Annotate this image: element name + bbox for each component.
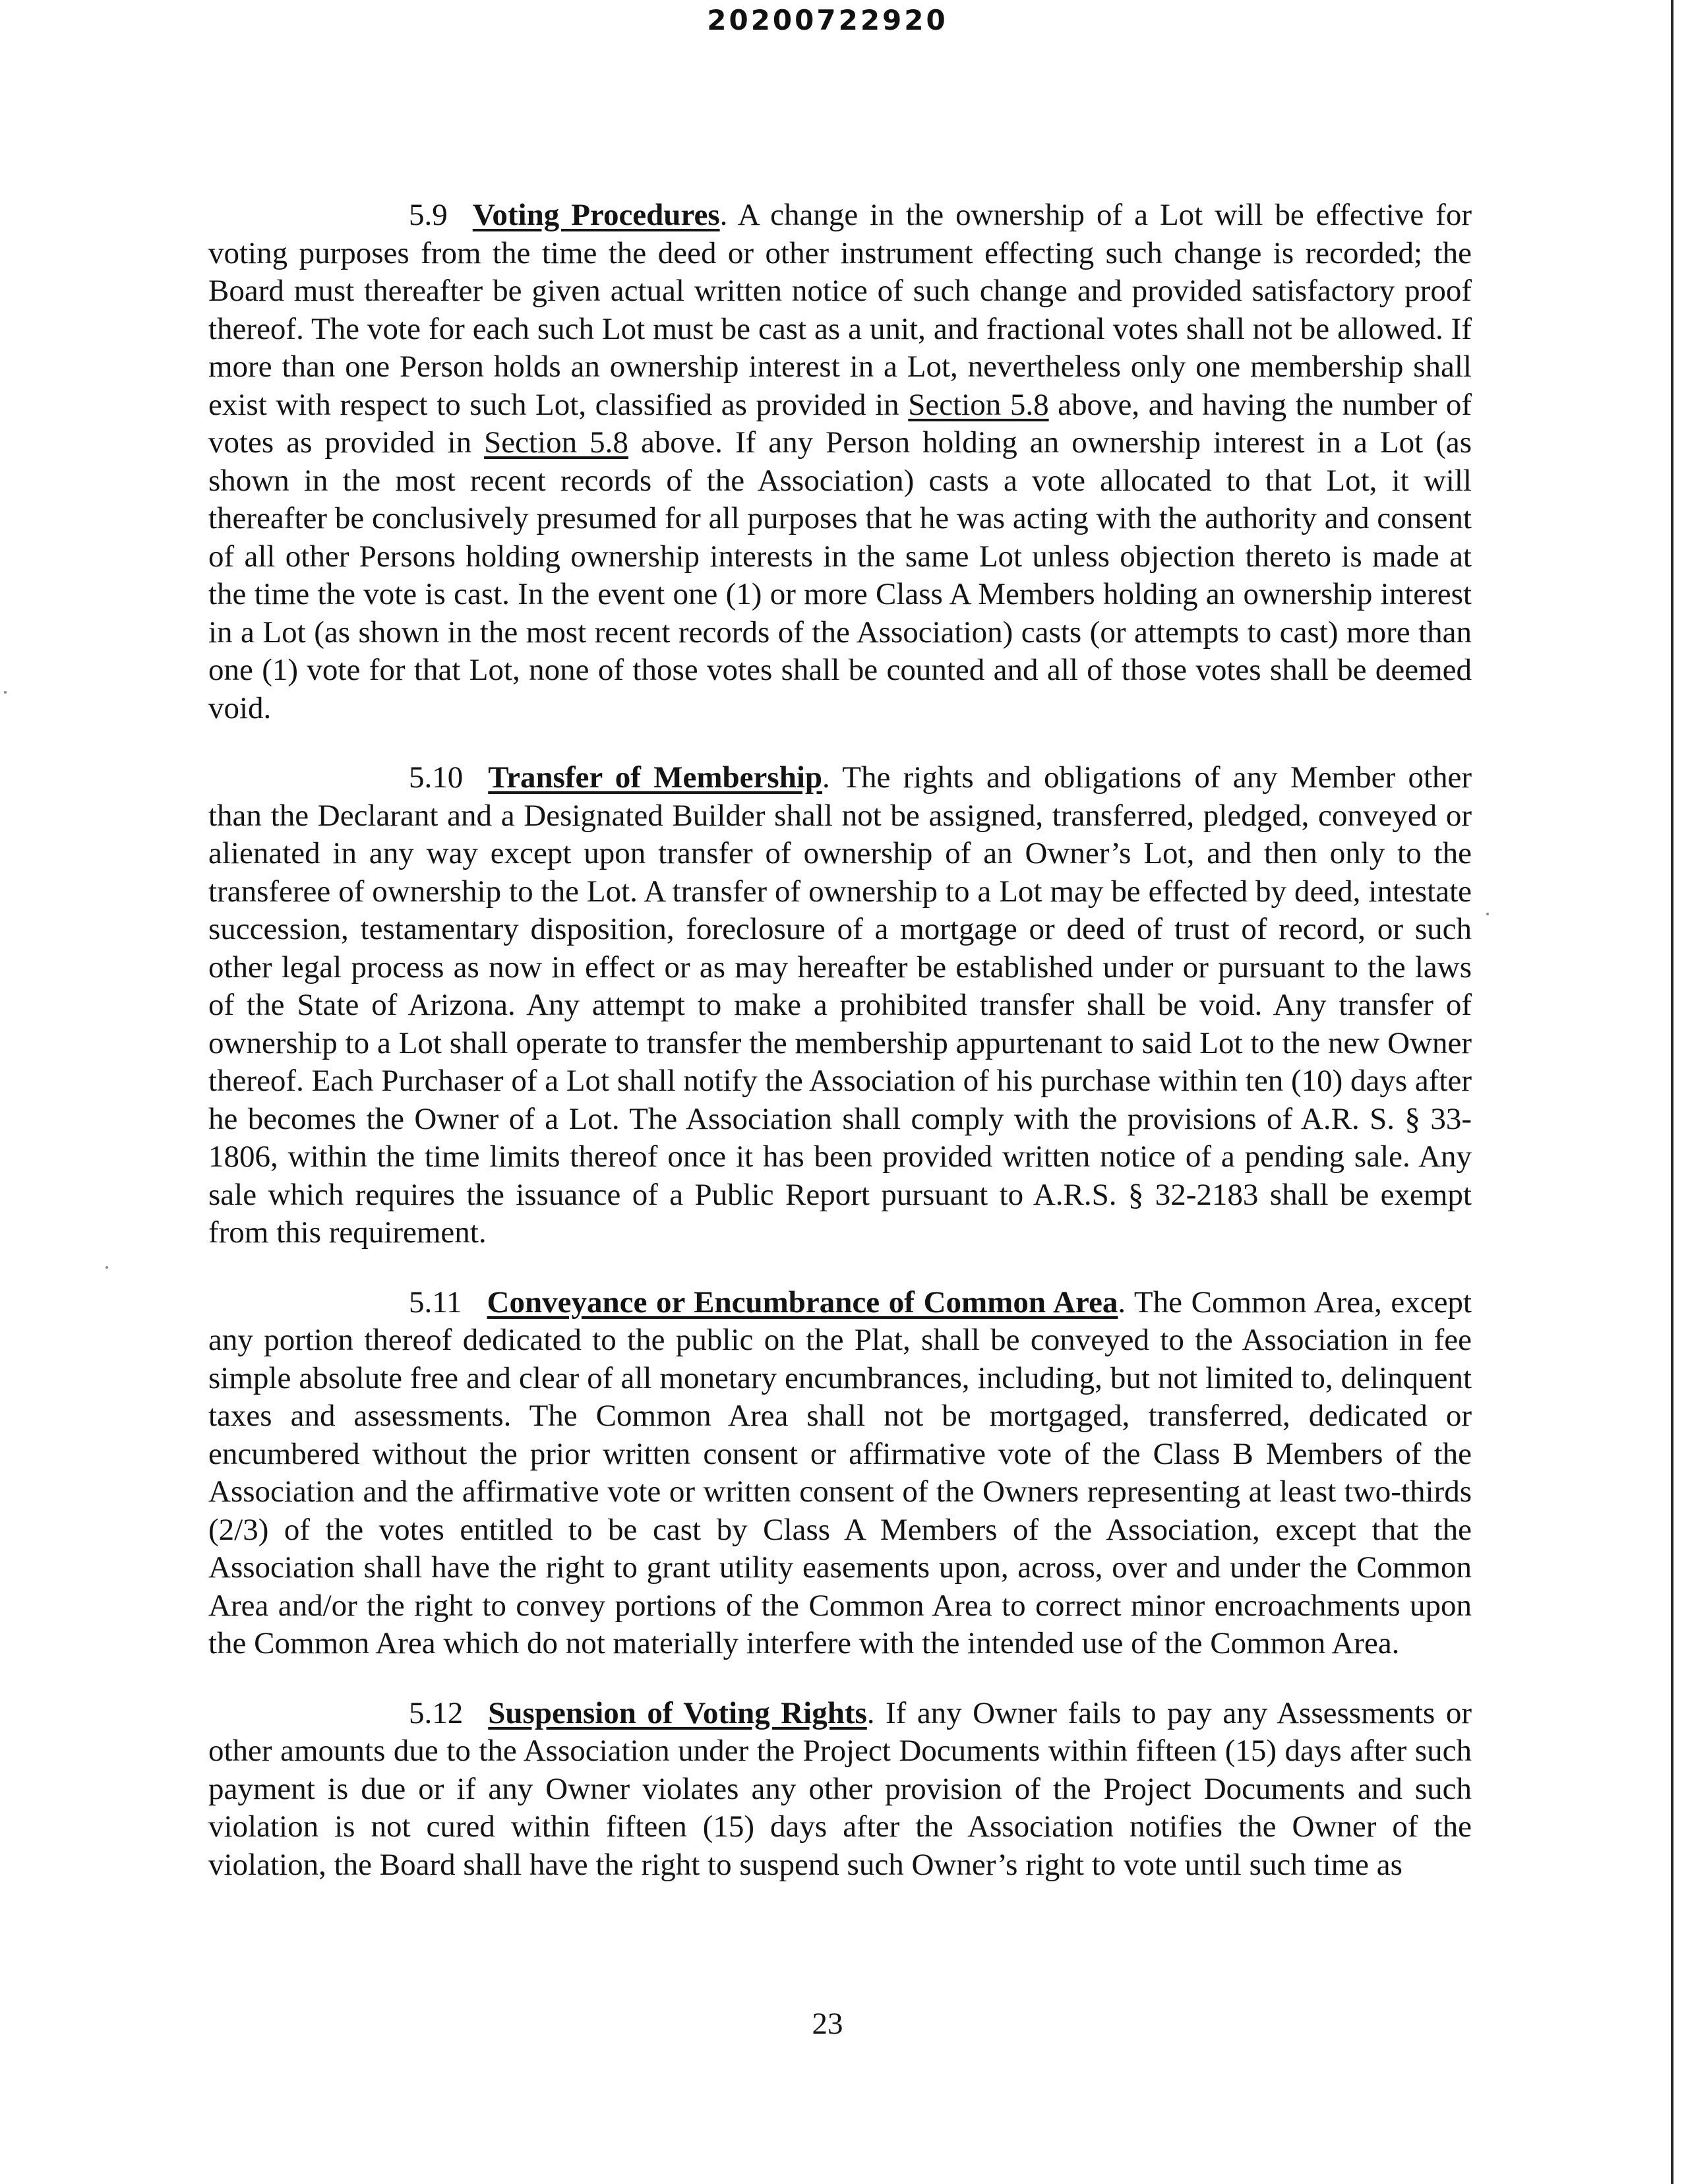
section-5-11 <box>208 1284 1472 1663</box>
section-number: 5.10 <box>409 760 464 795</box>
section-number: 5.11 <box>409 1285 462 1320</box>
section-text: above. If any Person holding an ownership interest in a Lot (as shown in the most recent records of the Association) casts a vote allocated to that Lot, it will thereafter be conclusively presumed for all purposes that he was acting with the authority and consent of all other Persons holding ownership interests in the same Lot unless objection thereto is made at the time the vote is cast. In the event one (1) or more Class A Members holding an ownership interest in a Lot (as shown in the most recent records of the Association) casts (or attempts to cast) more than one (1) vote for that Lot, none of those votes shall be counted and all of those votes shall be deemed void. <box>208 425 1472 725</box>
recording-number: 20200722920 <box>707 4 948 36</box>
section-text: above, and having the number of votes as provided in <box>208 387 1472 460</box>
section-number: 5.9 <box>409 198 448 232</box>
scan-speck <box>106 1266 108 1269</box>
section-reference: Section 5.8 <box>484 425 628 460</box>
section-title: Transfer of Membership <box>488 760 823 795</box>
page-number: 23 <box>812 2007 843 2041</box>
section-5-12 <box>208 1695 1472 1885</box>
scan-speck <box>1486 913 1489 915</box>
section-5-10 <box>208 759 1472 1252</box>
scan-speck <box>4 691 7 694</box>
section-text: . The rights and obligations of any Member other than the Declarant and a Designated Builder shall not be assigned, transferred, pledged, conveyed or alienated in any way except upon transfer of ownership of an Owner’s Lot, and then only to the transferee of ownership to the Lot. A transfer of ownership to a Lot may be effected by deed, intestate succession, testamentary disposition, foreclosure of a mortgage or deed of trust of record, or such other legal process as now in effect or as may hereafter be established under or pursuant to the laws of the State of Arizona. Any attempt to make a prohibited transfer shall be void. Any transfer of ownership to a Lot shall operate to transfer the membership appurtenant to said Lot to the new Owner thereof. Each Purchaser of a Lot shall notify the Association of his purchase within ten (10) days after he becomes the Owner of a Lot. The Association shall comply with the provisions of A.R. S. § 33-1806, within the time limits thereof once it has been provided written notice of a pending sale. Any sale which requires the issuance of a Public Report pursuant to A.R.S. § 32-2183 shall be exempt from this requirement. <box>208 760 1472 1250</box>
section-5-9 <box>208 197 1472 727</box>
section-text: . If any Owner fails to pay any Assessments or other amounts due to the Association under the Project Documents within fifteen (15) days after such payment is due or if any Owner violates any other provision of the Project Documents and such violation is not cured within fifteen (15) days after the Association notifies the Owner of the violation, the Board shall have the right to suspend such Owner’s right to vote until such time as <box>208 1695 1472 1882</box>
section-reference: Section 5.8 <box>908 387 1049 422</box>
section-number: 5.12 <box>409 1695 464 1730</box>
scan-border-line <box>1671 0 1673 2184</box>
section-title: Voting Procedures <box>472 198 720 232</box>
section-text: . A change in the ownership of a Lot will be effective for voting purposes from the time the deed or other instrument effecting such change is recorded; the Board must thereafter be given actual written notice of such change and provided satisfactory proof thereof. The vote for each such Lot must be cast as a unit, and fractional votes shall not be allowed. If more than one Person holds an ownership interest in a Lot, nevertheless only one membership shall exist with respect to such Lot, classified as provided in <box>208 198 1472 422</box>
section-text: . The Common Area, except any portion thereof dedicated to the public on the Plat, shall be conveyed to the Association in fee simple absolute free and clear of all monetary encumbrances, including, but not limited to, delinquent taxes and assessments. The Common Area shall not be mortgaged, transferred, dedicated or encumbered without the prior written consent or affirmative vote of the Class B Members of the Association and the affirmative vote or written consent of the Owners representing at least two-thirds (2/3) of the votes entitled to be cast by Class A Members of the Association, except that the Association shall have the right to grant utility easements upon, across, over and under the Common Area and/or the right to convey portions of the Common Area to correct minor encroachments upon the Common Area which do not materially interfere with the intended use of the Common Area. <box>208 1285 1472 1660</box>
document-body <box>208 197 1472 1916</box>
section-title: Conveyance or Encumbrance of Common Area <box>487 1285 1118 1320</box>
section-title: Suspension of Voting Rights <box>488 1695 867 1730</box>
